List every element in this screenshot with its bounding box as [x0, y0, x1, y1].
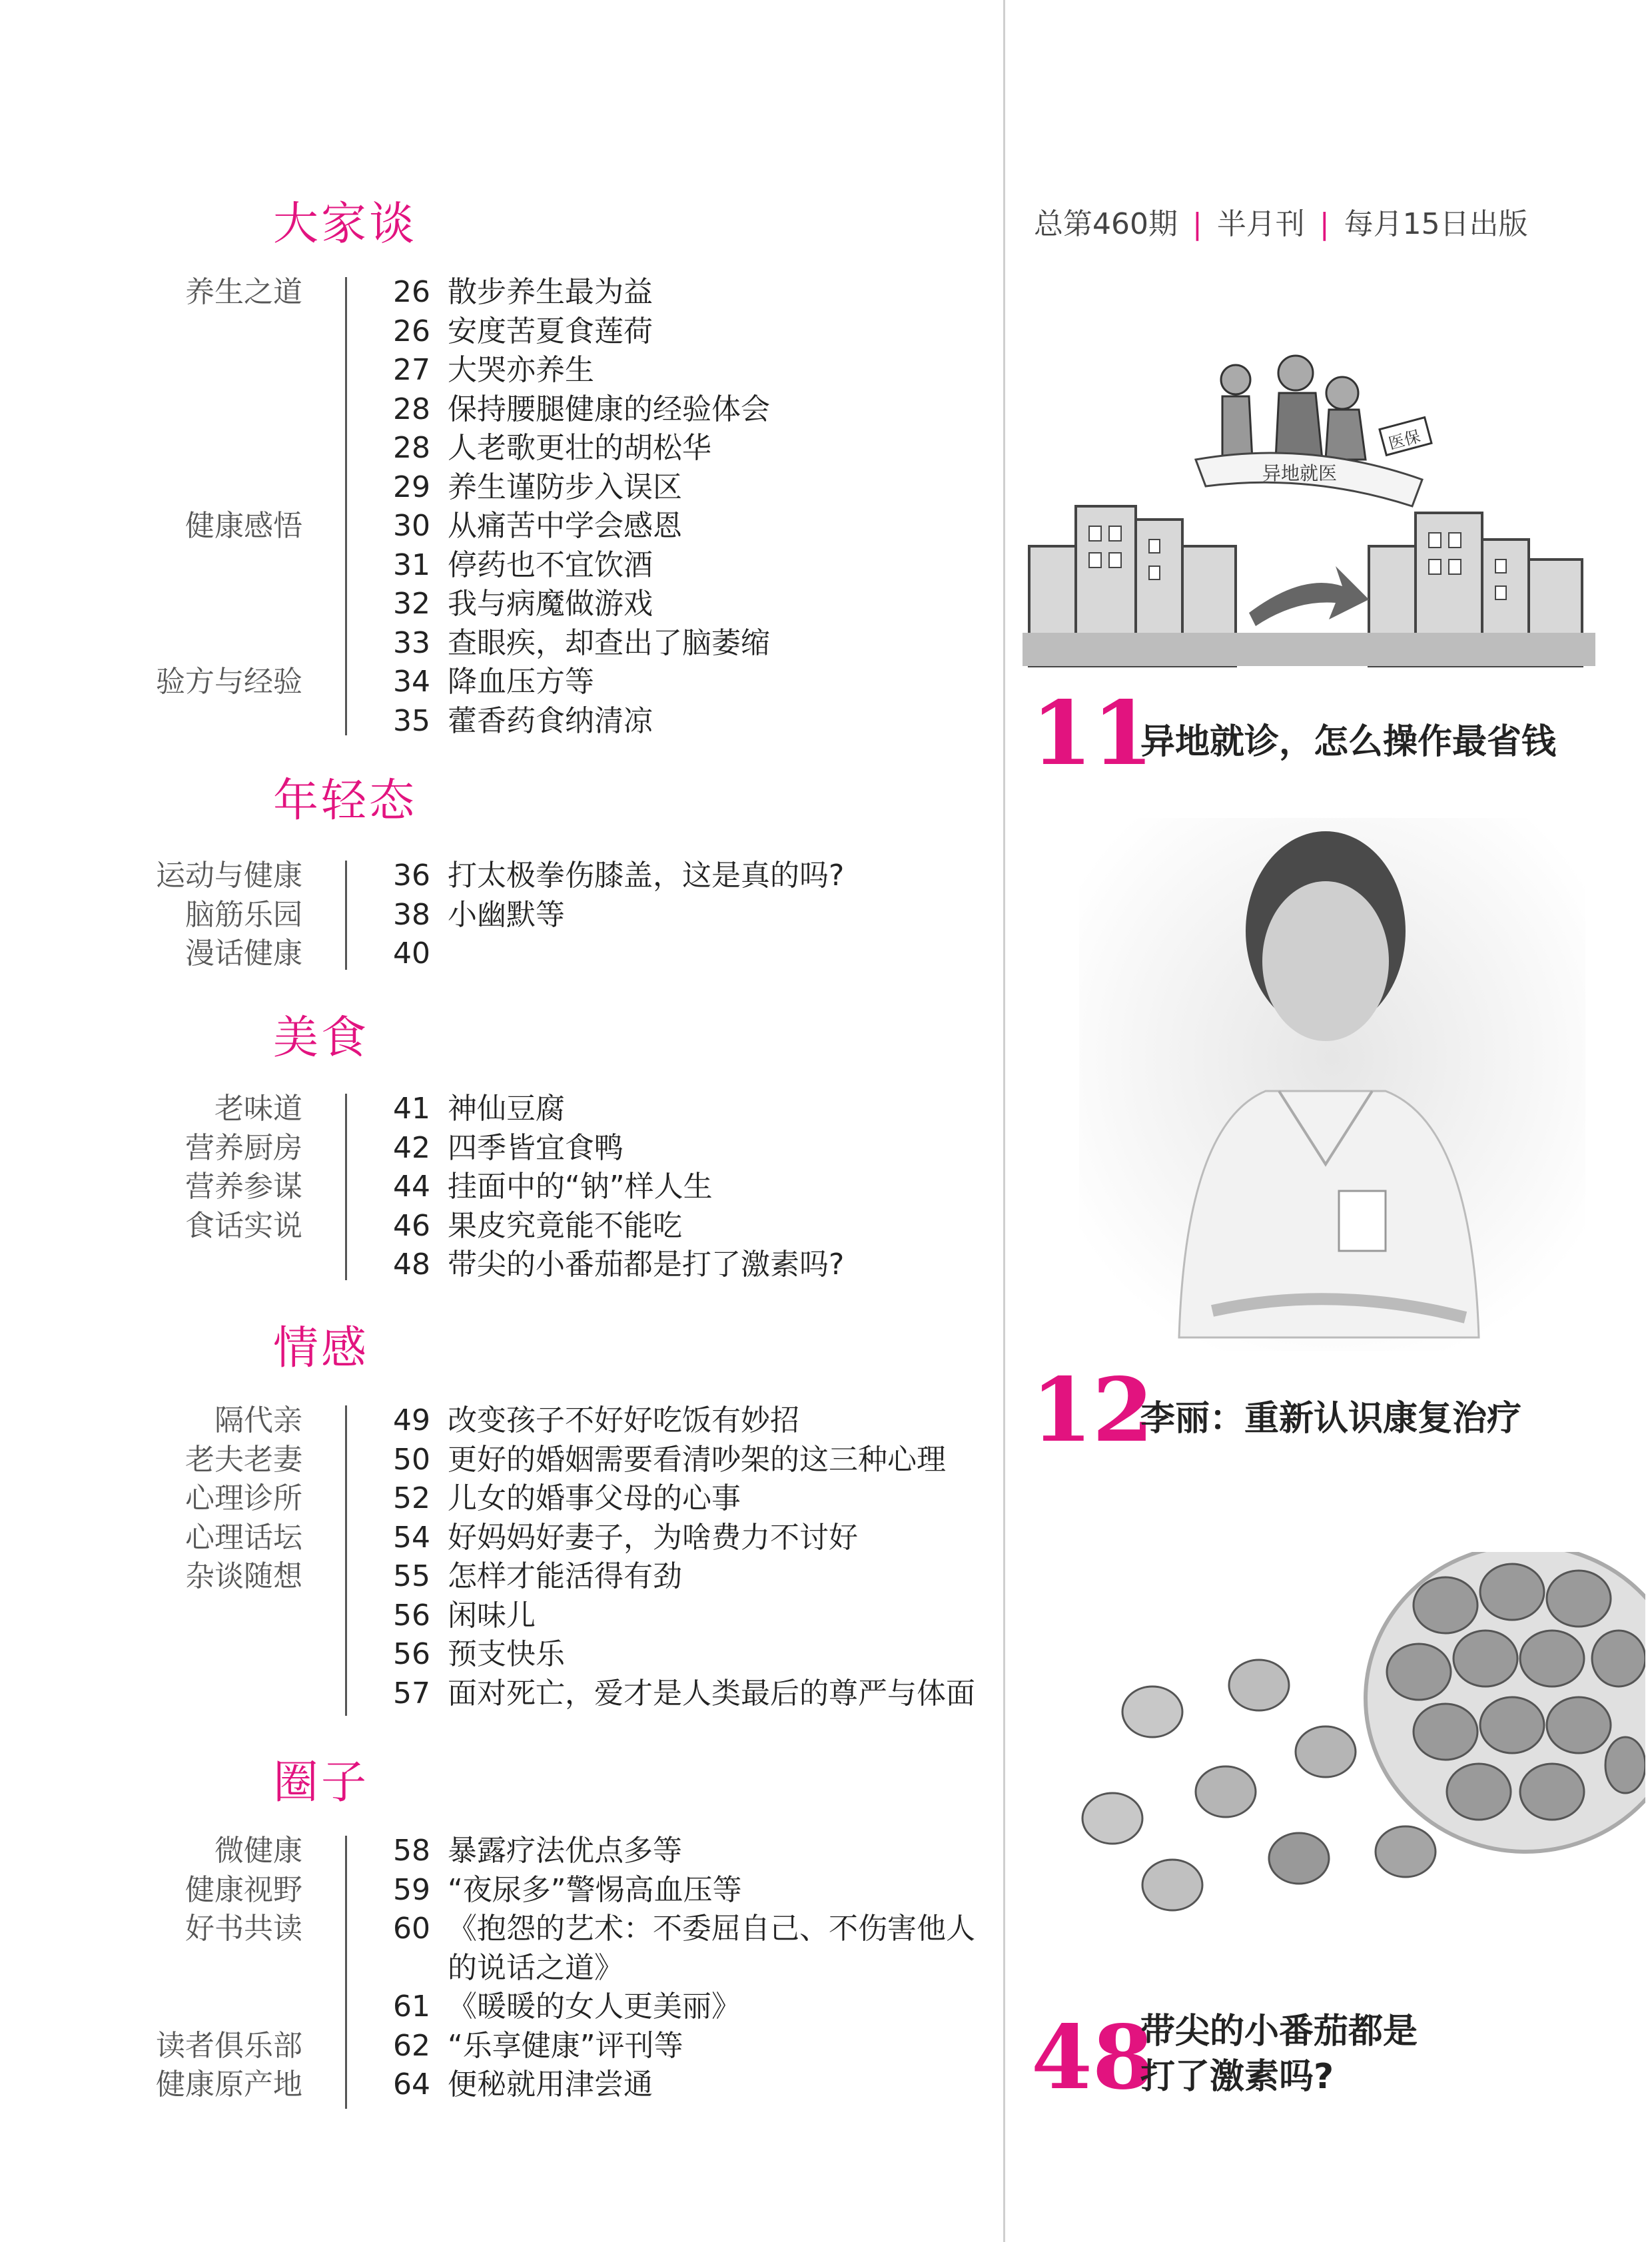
toc-item[interactable]: [393, 2065, 975, 2105]
page-number: 54: [393, 1520, 430, 1555]
tomato-illustration: [1046, 1552, 1645, 2005]
category-label: 食话实说: [185, 1208, 302, 1243]
page-number: 30: [393, 509, 430, 543]
category-label: 老夫老妻: [185, 1442, 302, 1477]
item-title: 查眼疾，却查出了脑萎缩: [448, 625, 770, 660]
item-title: 神仙豆腐: [448, 1092, 565, 1126]
page-number: 29: [393, 470, 430, 504]
item-title: 儿女的婚事父母的心事: [448, 1481, 741, 1515]
page-number: 60: [393, 1912, 430, 1946]
category-label: 运动与健康: [156, 859, 302, 893]
item-column: [393, 273, 770, 741]
category-label: [185, 1635, 302, 1675]
toc-item[interactable]: [393, 663, 770, 702]
toc-item[interactable]: [393, 1557, 975, 1597]
item-title: 更好的婚姻需要看清吵架的这三种心理: [448, 1442, 946, 1477]
page-number: 50: [393, 1442, 430, 1477]
section-title: 情感: [273, 1322, 370, 1375]
item-title: 保持腰腿健康的经验体会: [448, 392, 770, 426]
group-rule: [345, 1836, 347, 2109]
page-number: 49: [393, 1403, 430, 1437]
toc-item[interactable]: [393, 1519, 975, 1558]
group-rule: [345, 1405, 347, 1716]
page-number: 26: [393, 314, 430, 348]
item-title: 人老歌更壮的胡松华: [448, 431, 711, 465]
category-label: [156, 429, 302, 468]
item-column: [393, 857, 844, 974]
page-number: 35: [393, 703, 430, 738]
group-rule: [345, 1094, 347, 1280]
item-title: “乐享健康”评刊等: [448, 2028, 683, 2063]
category-label: [156, 702, 302, 741]
section-title: 美食: [273, 1012, 370, 1064]
feature-title-line: 打了激素吗?: [1140, 2057, 1334, 2097]
category-label: 健康感悟: [185, 509, 302, 543]
category-label: 验方与经验: [156, 665, 302, 699]
toc-item[interactable]: [393, 702, 770, 741]
item-title: 《抱怨的艺术：不委屈自己、不伤害他人: [448, 1912, 975, 1946]
category-label: 心理话坛: [185, 1520, 302, 1555]
category-label: [156, 351, 302, 390]
page-number: 41: [393, 1092, 430, 1126]
toc-item[interactable]: [393, 896, 844, 935]
page-number: 64: [393, 2067, 430, 2101]
toc-item[interactable]: [393, 1832, 975, 1871]
category-label: [156, 624, 302, 663]
category-label: [185, 1597, 302, 1636]
category-label: 营养参谋: [185, 1170, 302, 1204]
category-label: [156, 1949, 302, 1988]
toc-item[interactable]: [393, 1675, 975, 1714]
toc-item[interactable]: [393, 1441, 975, 1480]
category-label: 微健康: [214, 1834, 302, 1868]
toc-item[interactable]: [393, 1988, 975, 2027]
toc-item[interactable]: [393, 2027, 975, 2066]
issue-info: [1034, 200, 1528, 242]
category-label: 养生之道: [185, 275, 302, 309]
category-label: 健康视野: [185, 1872, 302, 1907]
feature-page-number: 11: [1031, 682, 1154, 785]
item-title: 暴露疗法优点多等: [448, 1834, 682, 1868]
toc-item[interactable]: [393, 1597, 975, 1636]
item-title: 藿香药食纳清凉: [448, 703, 653, 738]
item-title: 怎样才能活得有劲: [448, 1559, 682, 1593]
category-label: [156, 1988, 302, 2027]
toc-item[interactable]: [393, 585, 770, 624]
category-label: [185, 1246, 302, 1285]
toc-item[interactable]: [393, 1129, 844, 1168]
doctor-portrait: [1079, 818, 1585, 1351]
item-title: 小幽默等: [448, 897, 565, 932]
issue-number: 总第460期: [1034, 207, 1178, 241]
ground: [1023, 633, 1595, 666]
page-number: 40: [393, 936, 430, 970]
toc-item[interactable]: [393, 1207, 844, 1246]
item-title: 散步养生最为益: [448, 275, 653, 309]
item-title: “夜尿多”警惕高血压等: [448, 1872, 742, 1907]
item-title: 大哭亦养生: [448, 353, 594, 387]
toc-item[interactable]: [393, 1479, 975, 1519]
page-number: 36: [393, 859, 430, 893]
category-label: [185, 1675, 302, 1714]
item-title: 预支快乐: [448, 1637, 565, 1671]
tomatoes: [1082, 1564, 1645, 1910]
toc-item[interactable]: [393, 312, 770, 352]
page-number: 59: [393, 1872, 430, 1907]
toc-item[interactable]: [393, 390, 770, 430]
page-number: 28: [393, 431, 430, 465]
page-number: 58: [393, 1834, 430, 1868]
feature-page-number: 12: [1031, 1359, 1154, 1462]
category-label: 好书共读: [185, 1912, 302, 1946]
feature-title[interactable]: 李丽：重新认识康复治疗: [1140, 1399, 1522, 1439]
category-column: [156, 273, 302, 741]
tag-label: 医保: [1386, 426, 1423, 454]
page-number: 48: [393, 1248, 430, 1282]
category-label: 漫话健康: [185, 936, 302, 970]
page-number: 26: [393, 275, 430, 309]
toc-item[interactable]: [393, 351, 770, 390]
cityscape-illustration: [1023, 346, 1595, 676]
page-number: 42: [393, 1130, 430, 1165]
item-title: 闲味儿: [448, 1598, 536, 1633]
page-number: 28: [393, 392, 430, 426]
toc-item[interactable]: [393, 1246, 844, 1285]
separator: |: [1192, 207, 1202, 241]
category-label: [156, 468, 302, 508]
item-title: 面对死亡，爱才是人类最后的尊严与体面: [448, 1676, 975, 1710]
section-title: 圈子: [273, 1756, 370, 1809]
toc-item[interactable]: [393, 1168, 844, 1207]
toc-item[interactable]: [393, 429, 770, 468]
toc-item[interactable]: [393, 468, 770, 508]
category-column: [156, 857, 302, 974]
item-title: 好妈妈好妻子，为啥费力不讨好: [448, 1520, 858, 1555]
item-title: 我与病魔做游戏: [448, 587, 653, 621]
toc-item[interactable]: [393, 1910, 975, 1949]
toc-item[interactable]: [393, 507, 770, 546]
feature-title[interactable]: [1140, 2009, 1418, 2099]
group-rule: [345, 861, 347, 970]
category-label: 隔代亲: [214, 1403, 302, 1437]
category-label: 营养厨房: [185, 1130, 302, 1165]
separator: |: [1319, 207, 1330, 241]
item-title: 安度苦夏食莲荷: [448, 314, 653, 348]
item-title: 改变孩子不好好吃饭有妙招: [448, 1403, 799, 1437]
item-title: 挂面中的“钠”样人生: [448, 1170, 713, 1204]
toc-item[interactable]: [393, 624, 770, 663]
page-number: 56: [393, 1598, 430, 1633]
toc-item[interactable]: [393, 1090, 844, 1129]
page-number: 62: [393, 2028, 430, 2063]
issue-publish-date: 每月15日出版: [1344, 207, 1528, 241]
toc-item[interactable]: [393, 1401, 975, 1441]
page-number: 56: [393, 1637, 430, 1671]
item-title: 便秘就用津尝通: [448, 2067, 653, 2101]
category-label: [156, 546, 302, 585]
item-title-continuation: 的说话之道》: [448, 1950, 623, 1985]
category-label: 脑筋乐园: [185, 897, 302, 932]
item-title: 养生谨防步入误区: [448, 470, 682, 504]
issue-period: 半月刊: [1216, 207, 1305, 241]
page-divider: [1003, 0, 1005, 2242]
toc-item[interactable]: [393, 934, 844, 974]
category-label: 心理诊所: [185, 1481, 302, 1515]
page-number: 38: [393, 897, 430, 932]
page-number: 32: [393, 587, 430, 621]
item-title: 打太极拳伤膝盖，这是真的吗?: [448, 859, 845, 893]
item-column: [393, 1401, 975, 1713]
category-label: [156, 390, 302, 430]
toc-item[interactable]: [393, 273, 770, 312]
section-title: 年轻态: [273, 775, 418, 827]
category-column: [185, 1090, 302, 1285]
page-number: 33: [393, 625, 430, 660]
category-label: [156, 312, 302, 352]
category-label: 读者俱乐部: [156, 2028, 302, 2063]
feature-title-line: 带尖的小番茄都是: [1140, 2012, 1418, 2052]
item-title: 从痛苦中学会感恩: [448, 509, 682, 543]
people-group: [1221, 356, 1366, 460]
toc-item[interactable]: [393, 1635, 975, 1675]
page-number: 34: [393, 665, 430, 699]
item-title: 《暖暖的女人更美丽》: [448, 1990, 741, 2024]
page-number: 55: [393, 1559, 430, 1593]
toc-item[interactable]: [393, 546, 770, 585]
item-title: 降血压方等: [448, 665, 594, 699]
category-label: 健康原产地: [156, 2067, 302, 2101]
item-column: [393, 1090, 844, 1285]
feature-page-number: 48: [1031, 2006, 1154, 2109]
page-number: 46: [393, 1208, 430, 1243]
category-label: 杂谈随想: [185, 1559, 302, 1593]
toc-item[interactable]: [393, 1871, 975, 1910]
page-number: 31: [393, 548, 430, 582]
page-number: 27: [393, 353, 430, 387]
group-rule: [345, 277, 347, 735]
item-title: 四季皆宜食鸭: [448, 1130, 623, 1165]
feature-title[interactable]: 异地就诊，怎么操作最省钱: [1140, 722, 1557, 762]
section-title: 大家谈: [273, 198, 418, 250]
banner-label: 异地就医: [1262, 462, 1338, 484]
page-number: 44: [393, 1170, 430, 1204]
item-title: 停药也不宜饮酒: [448, 548, 653, 582]
arrow-icon: [1249, 566, 1369, 626]
item-column: [393, 1832, 975, 2105]
page-number: 57: [393, 1676, 430, 1710]
category-column: [185, 1401, 302, 1713]
page-number: 61: [393, 1990, 430, 2024]
category-column: [156, 1832, 302, 2105]
item-title: 果皮究竟能不能吃: [448, 1208, 682, 1243]
category-label: 老味道: [214, 1092, 302, 1126]
toc-item[interactable]: [393, 857, 844, 896]
category-label: [156, 585, 302, 624]
item-title: 带尖的小番茄都是打了激素吗?: [448, 1248, 845, 1282]
page-number: 52: [393, 1481, 430, 1515]
